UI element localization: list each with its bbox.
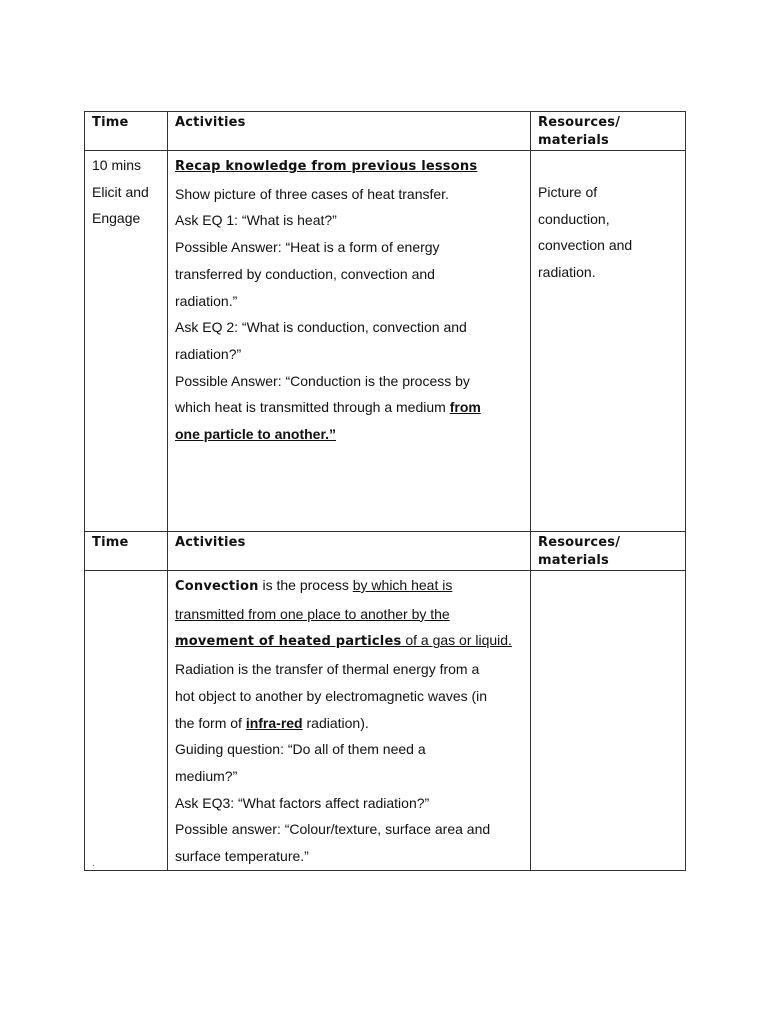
resources-cell	[531, 151, 686, 532]
lesson-plan-table-1	[84, 111, 686, 532]
table-row	[85, 151, 686, 532]
activity-line: Ask EQ 1: “What is heat?”	[175, 212, 337, 229]
time-line: Elicit and	[92, 183, 149, 200]
activity-text: is the process	[258, 577, 353, 593]
activity-line: Ask EQ3: “What factors affect radiation?”	[175, 794, 430, 811]
activity-line: hot object to another by electromagnetic waves (in	[175, 687, 488, 704]
resource-line: Picture of	[538, 184, 598, 200]
table-header-row	[85, 112, 686, 151]
term-convection: Convection	[175, 579, 259, 594]
activity-line: Show picture of three cases of heat transfer.	[175, 185, 449, 202]
activity-line	[175, 572, 523, 601]
time-cell	[85, 571, 168, 871]
activity-line: Radiation is the transfer of thermal energy from a	[175, 661, 480, 678]
header-resources-line1: Resources/	[538, 115, 621, 130]
header-activities: Activities	[175, 115, 246, 130]
resource-line: radiation.	[538, 264, 596, 281]
header-resources-line2: materials	[538, 553, 609, 568]
header-resources-line1: Resources/	[538, 535, 621, 550]
activity-line: radiation.”	[175, 292, 238, 309]
activity-line: Ask EQ 2: “What is conduction, convection and	[175, 319, 467, 336]
activity-line: Possible Answer: “Conduction is the process by	[175, 372, 470, 389]
activity-line: Possible Answer: “Heat is a form of energy	[175, 239, 440, 256]
activity-line	[175, 710, 523, 737]
activities-cell	[168, 571, 531, 871]
table-header-row	[85, 532, 686, 571]
activity-line: Possible answer: “Colour/texture, surface area and	[175, 821, 491, 838]
emphasis-text: infra-red	[245, 714, 303, 731]
activity-line: Guiding question: “Do all of them need a	[175, 741, 426, 758]
resource-line: conduction,	[538, 210, 610, 227]
table-row	[85, 571, 686, 871]
activity-line: surface temperature.”	[175, 848, 309, 865]
header-resources-cell	[531, 112, 686, 151]
header-activities: Activities	[175, 535, 246, 550]
lesson-plan-table-2	[84, 531, 686, 871]
header-resources-cell	[531, 532, 686, 571]
header-time-cell	[85, 112, 168, 151]
header-activities-cell	[168, 532, 531, 571]
emphasis-text: movement of heated particles	[175, 634, 402, 650]
activity-line: radiation?”	[175, 345, 242, 362]
time-line: Engage	[92, 210, 141, 227]
activity-text: radiation).	[302, 714, 369, 731]
activity-line	[175, 627, 523, 656]
activities-cell	[168, 151, 531, 532]
emphasis-text: from	[449, 399, 481, 416]
emphasis-text: one particle to another.”	[175, 426, 337, 443]
activity-text: the form of	[175, 714, 246, 731]
time-cell	[85, 151, 168, 532]
time-line: 10 mins	[92, 157, 142, 173]
underlined-text: of a gas or liquid.	[401, 632, 512, 649]
activity-text: which heat is transmitted through a medium	[175, 399, 450, 416]
header-activities-cell	[168, 112, 531, 151]
resources-cell	[531, 571, 686, 871]
activity-line	[175, 394, 523, 421]
stray-mark: .	[92, 858, 95, 869]
resource-line: convection and	[538, 237, 633, 254]
underlined-text: by which heat is	[352, 577, 453, 593]
header-time-cell	[85, 532, 168, 571]
underlined-text: transmitted from one place to another by the	[175, 605, 450, 622]
activity-line: medium?”	[175, 767, 238, 784]
header-resources-line2: materials	[538, 133, 609, 148]
activity-line: transferred by conduction, convection and	[175, 265, 435, 282]
header-time: Time	[92, 115, 129, 130]
header-time: Time	[92, 535, 129, 550]
section-heading: Recap knowledge from previous lessons	[175, 159, 478, 174]
